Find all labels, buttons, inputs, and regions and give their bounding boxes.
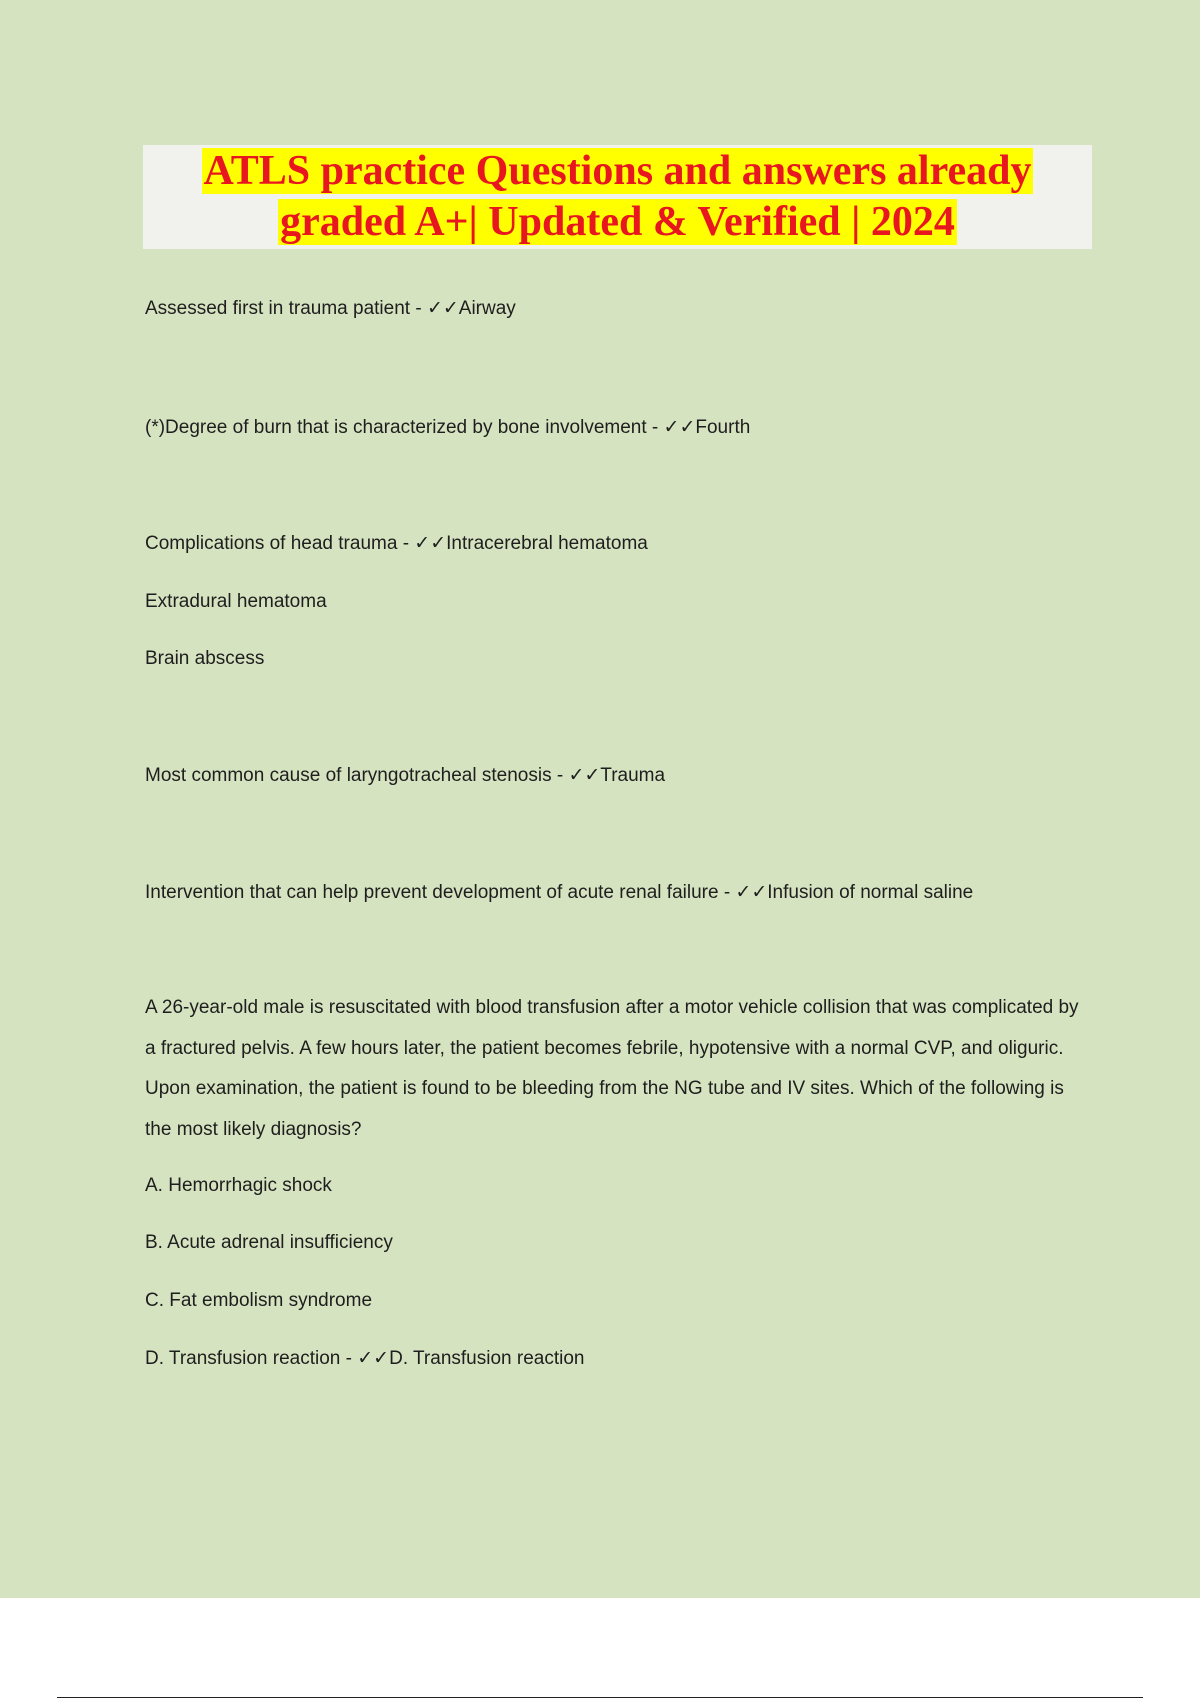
qa-item-brain-abscess: Brain abscess	[145, 648, 265, 669]
title-line-1: ATLS practice Questions and answers already	[203, 148, 1032, 194]
option-b: B. Acute adrenal insufficiency	[145, 1232, 393, 1253]
qa-item-airway: Assessed first in trauma patient - ✓✓Airway	[145, 298, 516, 319]
qa-item-burn-degree: (*)Degree of burn that is characterized by bone involvement - ✓✓Fourth	[145, 417, 751, 438]
qa-item-stenosis: Most common cause of laryngotracheal stenosis - ✓✓Trauma	[145, 765, 666, 786]
option-c: C. Fat embolism syndrome	[145, 1290, 373, 1311]
title-line-2: graded A+| Updated & Verified | 2024	[280, 199, 955, 245]
qa-item-head-trauma: Complications of head trauma - ✓✓Intracerebral hematoma	[145, 533, 648, 554]
qa-item-renal-failure: Intervention that can help prevent development of acute renal failure - ✓✓Infusion of normal saline	[145, 882, 974, 903]
footer-divider	[57, 1697, 1143, 1698]
option-a: A. Hemorrhagic shock	[145, 1175, 332, 1196]
document-title	[143, 145, 1092, 249]
qa-item-extradural: Extradural hematoma	[145, 591, 327, 612]
option-d-answer: D. Transfusion reaction - ✓✓D. Transfusion reaction	[145, 1348, 585, 1369]
question-paragraph: A 26-year-old male is resuscitated with blood transfusion after a motor vehicle collision that was complicated by a fractured pelvis. A few hours later, the patient becomes febrile, hypotensive with a normal CVP, and oliguric. Upon examination, the patient is found to be bleeding from the NG tube and IV sites. Which of the following is the most likely diagnosis?	[145, 997, 1079, 1140]
